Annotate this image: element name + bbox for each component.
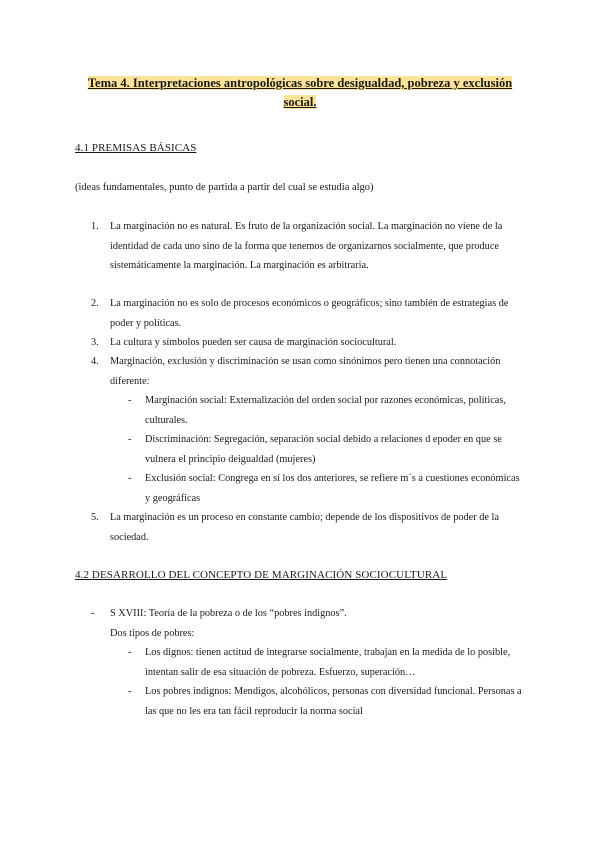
sub-list-bullet: - <box>128 434 132 445</box>
list-item: La cultura y símbolos pueden ser causa de marginación sociocultural. <box>110 337 397 348</box>
list-item: La marginación es un proceso en constante cambio; depende de los dispositivos de poder de la sociedad. <box>110 512 499 543</box>
sub-list-bullet: - <box>128 647 132 658</box>
section-1-intro: (ideas fundamentales, punto de partida a partir del cual se estudia algo) <box>75 182 374 193</box>
list-item-continuation: Dos tipos de pobres: <box>110 628 195 639</box>
list-bullet: - <box>91 608 95 619</box>
sub-list-bullet: - <box>128 686 132 697</box>
list-item-number: 3. <box>91 337 99 348</box>
sub-list-item: Los dignos: tienen actitud de integrarse socialmente, trabajan en la medida de lo posible, intentan salir de esa situación de pobreza. Esfuerzo, superación… <box>145 647 511 678</box>
document-title: Tema 4. Interpretaciones antropológicas sobre desigualdad, pobreza y exclusión social. <box>87 76 513 109</box>
list-item: La marginación no es natural. Es fruto de la organización social. La marginación no viene de la identidad de cada uno sino de la forma que tenemos de organizarnos socialmente, que produce sistemáticamente la marginación. La marginación es arbitraria. <box>110 221 503 271</box>
list-item-number: 5. <box>91 512 99 523</box>
sub-list-item: Discriminación: Segregación, separación social debido a relaciones d epoder en que se vulnera el principio deigualdad (mujeres) <box>145 434 502 465</box>
sub-list-item: Marginación social: Externalización del orden social por razones económicas, políticas, culturales. <box>145 395 506 426</box>
list-item: La marginación no es solo de procesos económicos o geográficos; sino también de estrategias de poder y políticas. <box>110 298 509 329</box>
sub-list-bullet: - <box>128 395 132 406</box>
section-1-heading: 4.1 PREMISAS BÁSICAS <box>75 142 197 154</box>
sub-list-item: Exclusión social: Congrega en sí los dos anteriores, se refiere m´s a cuestiones económicas y geográficas <box>145 473 520 504</box>
list-item-number: 2. <box>91 298 99 309</box>
sub-list-bullet: - <box>128 473 132 484</box>
sub-list-item: Los pobres indignos: Mendigos, alcohólicos, personas con diversidad funcional. Personas a las que no les era tan fácil reproducir la norma social <box>145 686 522 717</box>
list-item: S XVIII: Teoría de la pobreza o de los “pobres indignos”. <box>110 608 347 619</box>
list-item-number: 1. <box>91 221 99 232</box>
list-item-number: 4. <box>91 356 99 367</box>
list-item: Marginación, exclusión y discriminación se usan como sinónimos pero tienen una connotación diferente: <box>110 356 501 387</box>
section-2-heading: 4.2 DESARROLLO DEL CONCEPTO DE MARGINACIÓN SOCIOCULTURAL <box>75 569 448 581</box>
